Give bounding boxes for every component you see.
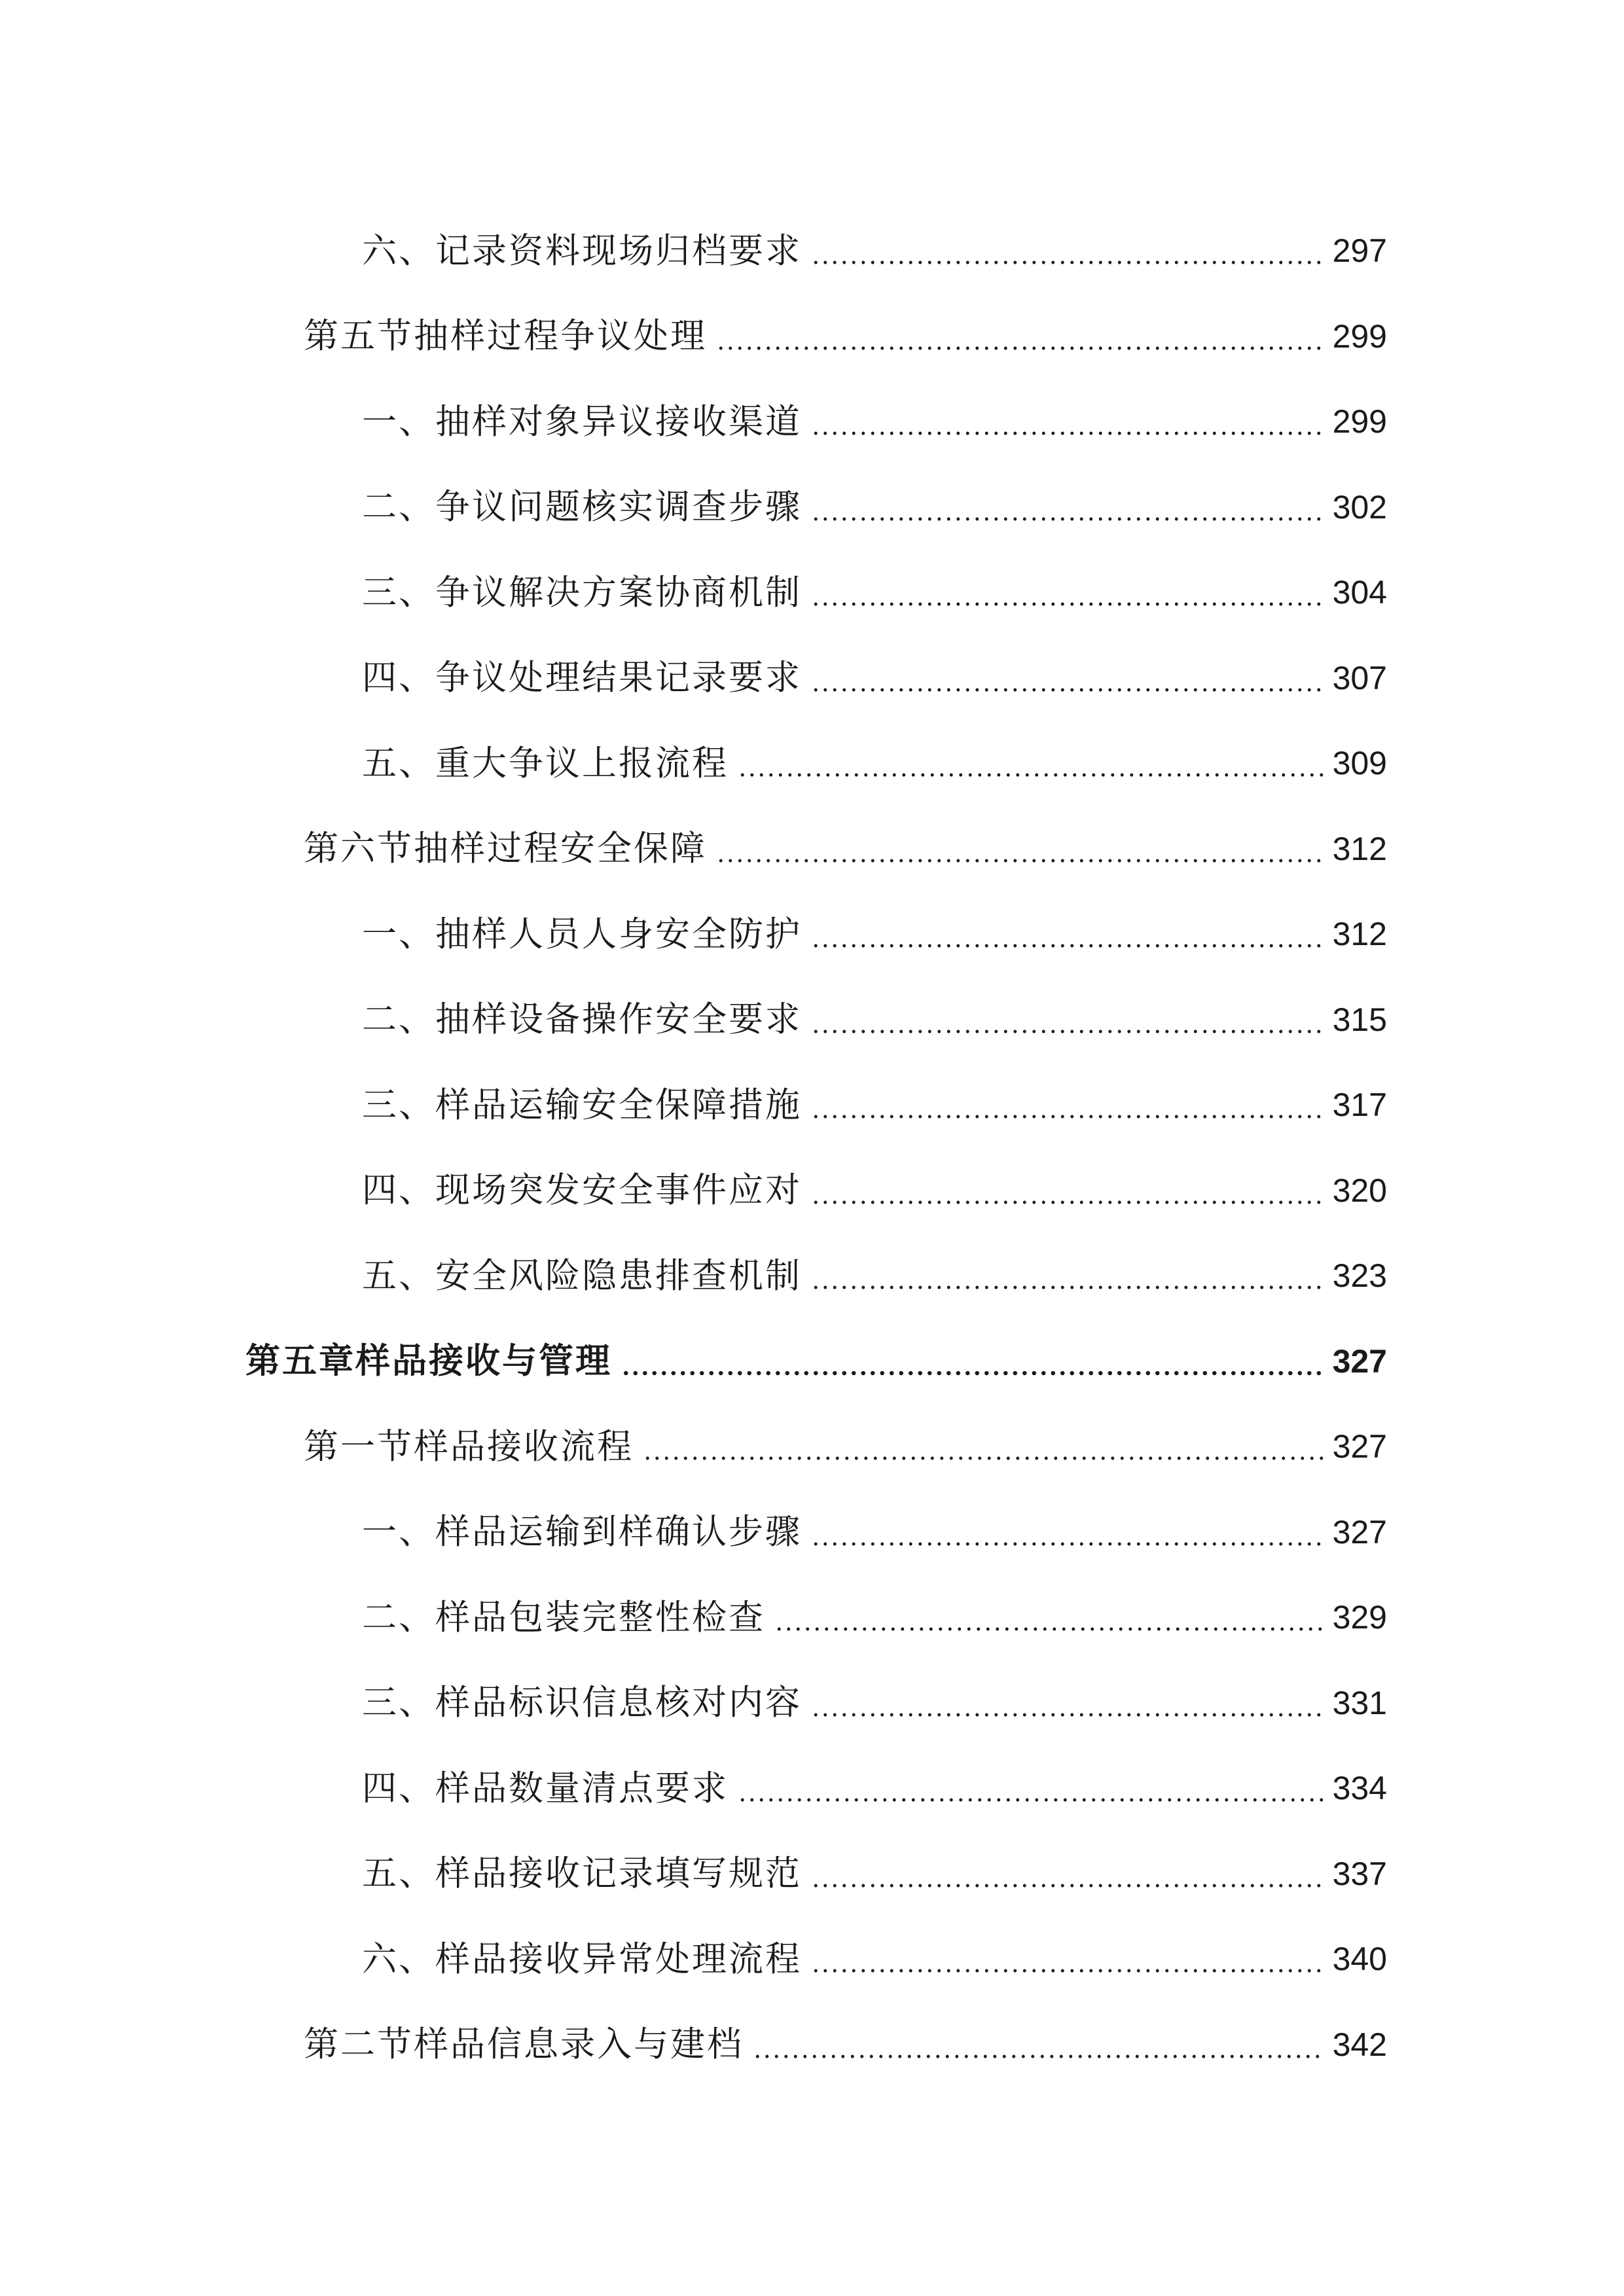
dot-leader: [811, 601, 1325, 607]
toc-entry[interactable]: [0, 1233, 1624, 1319]
toc-entry[interactable]: [0, 1148, 1624, 1234]
toc-entry-title: 四、现场突发安全事件应对: [362, 1170, 802, 1211]
toc-entry[interactable]: [0, 2002, 1624, 2088]
toc-entry-title: 二、争议问题核实调查步骤: [362, 487, 802, 528]
dot-leader: [811, 516, 1325, 522]
toc-entry[interactable]: [0, 977, 1624, 1063]
toc-entry-title: 一、样品运输到样确认步骤: [362, 1512, 802, 1552]
toc-entry-title: 第二节样品信息录入与建档: [304, 2024, 744, 2065]
toc-entry-page-number: 327: [1332, 1513, 1387, 1551]
toc-entry-page-number: 299: [1332, 317, 1387, 355]
toc-entry-title: 二、抽样设备操作安全要求: [362, 999, 802, 1040]
dot-leader: [811, 1200, 1325, 1205]
toc-entry-title: 三、样品运输安全保障措施: [362, 1085, 802, 1125]
dot-leader: [811, 1029, 1325, 1034]
dot-leader: [753, 2054, 1325, 2059]
toc-entry[interactable]: [0, 379, 1624, 465]
toc-entry-title: 一、抽样对象异议接收渠道: [362, 401, 802, 442]
toc-entry-page-number: 312: [1332, 916, 1387, 953]
toc-entry-title: 二、样品包装完整性检查: [362, 1597, 765, 1638]
toc-entry[interactable]: [0, 721, 1624, 806]
dot-leader: [811, 1712, 1325, 1717]
dot-leader: [774, 1626, 1325, 1632]
toc-entry-page-number: 309: [1332, 745, 1387, 782]
toc-entry-page-number: 317: [1332, 1086, 1387, 1124]
toc-entry[interactable]: [0, 550, 1624, 636]
toc-entry-title: 六、样品接收异常处理流程: [362, 1939, 802, 1979]
table-of-contents: [0, 208, 1624, 2087]
dot-leader: [811, 943, 1325, 948]
toc-entry-title: 三、样品标识信息核对内容: [362, 1683, 802, 1723]
toc-entry[interactable]: [0, 1660, 1624, 1746]
toc-entry-page-number: 297: [1332, 232, 1387, 270]
toc-entry-title: 三、争议解决方案协商机制: [362, 572, 802, 613]
toc-entry-page-number: 312: [1332, 830, 1387, 867]
toc-entry-page-number: 329: [1332, 1599, 1387, 1636]
dot-leader: [811, 1114, 1325, 1119]
toc-entry[interactable]: [0, 1404, 1624, 1490]
toc-entry-page-number: 340: [1332, 1941, 1387, 1978]
toc-entry[interactable]: [0, 1831, 1624, 1917]
dot-leader: [643, 1456, 1325, 1461]
dot-leader: [811, 1883, 1325, 1888]
toc-entry[interactable]: [0, 208, 1624, 294]
dot-leader: [716, 858, 1325, 863]
dot-leader: [811, 431, 1325, 436]
toc-entry[interactable]: [0, 1062, 1624, 1148]
toc-entry-title: 四、样品数量清点要求: [362, 1768, 729, 1808]
toc-entry-page-number: 302: [1332, 488, 1387, 526]
toc-entry-page-number: 315: [1332, 1001, 1387, 1038]
dot-leader: [811, 260, 1325, 265]
toc-entry-title: 五、重大争议上报流程: [362, 743, 729, 783]
toc-entry-page-number: 337: [1332, 1855, 1387, 1892]
dot-leader: [811, 1541, 1325, 1547]
toc-entry[interactable]: [0, 1490, 1624, 1575]
toc-entry-page-number: 331: [1332, 1684, 1387, 1721]
toc-entry-title: 六、记录资料现场归档要求: [362, 230, 802, 271]
toc-entry-page-number: 342: [1332, 2026, 1387, 2063]
toc-entry-title: 第六节抽样过程安全保障: [304, 829, 707, 869]
toc-entry-title: 四、争议处理结果记录要求: [362, 658, 802, 698]
toc-entry[interactable]: [0, 1916, 1624, 2002]
dot-leader: [738, 772, 1325, 778]
toc-entry[interactable]: [0, 294, 1624, 380]
toc-entry-title: 五、样品接收记录填写规范: [362, 1854, 802, 1894]
toc-entry-page-number: 327: [1332, 1342, 1387, 1380]
toc-entry-page-number: 327: [1332, 1428, 1387, 1465]
toc-entry-title: 五、安全风险隐患排查机制: [362, 1255, 802, 1296]
toc-entry[interactable]: [0, 1575, 1624, 1660]
toc-entry-title: 第五节抽样过程争议处理: [304, 316, 707, 357]
dot-leader: [621, 1371, 1325, 1376]
toc-entry-page-number: 304: [1332, 574, 1387, 611]
toc-entry[interactable]: [0, 636, 1624, 721]
dot-leader: [716, 346, 1325, 351]
toc-entry-page-number: 323: [1332, 1257, 1387, 1295]
toc-entry-page-number: 320: [1332, 1172, 1387, 1209]
dot-leader: [811, 1285, 1325, 1290]
toc-entry-title: 一、抽样人员人身安全防护: [362, 914, 802, 954]
toc-entry-title: 第一节样品接收流程: [304, 1426, 634, 1467]
toc-entry-page-number: 334: [1332, 1770, 1387, 1807]
toc-entry-page-number: 307: [1332, 659, 1387, 696]
toc-entry[interactable]: [0, 891, 1624, 977]
toc-entry[interactable]: [0, 806, 1624, 892]
toc-entry-chapter[interactable]: [0, 1319, 1624, 1405]
dot-leader: [738, 1797, 1325, 1803]
toc-entry-title: 第五章样品接收与管理: [245, 1341, 612, 1382]
toc-entry[interactable]: [0, 465, 1624, 550]
dot-leader: [811, 1968, 1325, 1973]
toc-entry[interactable]: [0, 1746, 1624, 1831]
dot-leader: [811, 687, 1325, 692]
toc-entry-page-number: 299: [1332, 403, 1387, 440]
